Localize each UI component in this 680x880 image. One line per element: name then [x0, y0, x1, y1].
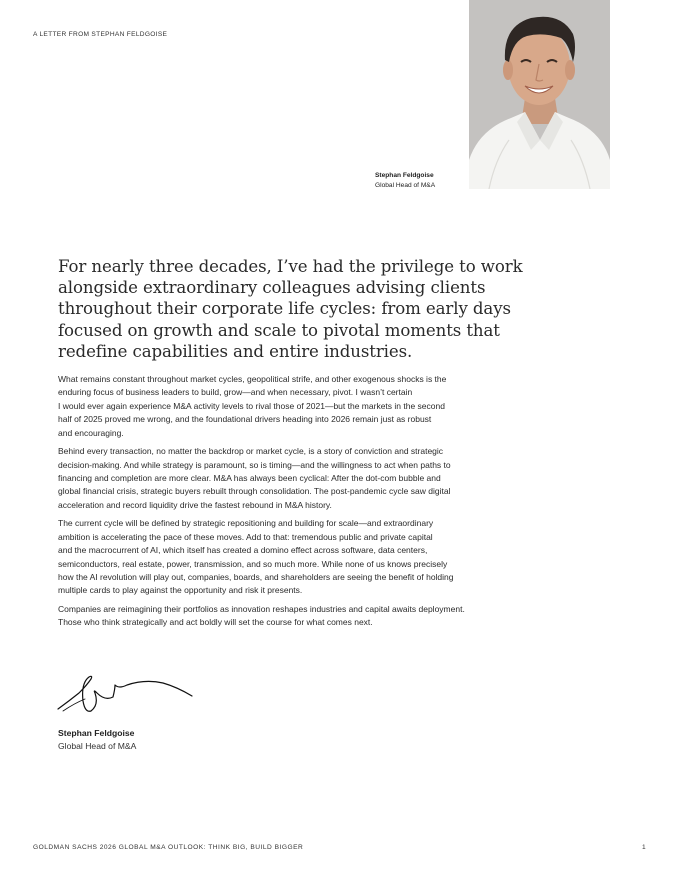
handwritten-signature: [55, 671, 200, 719]
body-paragraph: [58, 603, 538, 630]
body-line: and the macrocurrent of AI, which itself has created a domino effect across software, data centers,: [58, 545, 428, 556]
portrait-photo: [469, 0, 610, 189]
body-line: enduring focus of business leaders to build, grow—and when necessary, pivot. I wasn’t certain: [58, 387, 413, 398]
signoff-name: Stephan Feldgoise: [58, 728, 135, 738]
signoff-title: Global Head of M&A: [58, 741, 137, 751]
body-line: how the AI revolution will play out, companies, boards, and shareholders are seeing the benefit of holding: [58, 572, 454, 583]
body-line: acceleration and record liquidity drive the fastest rebound in M&A history.: [58, 499, 332, 510]
letter-body: [58, 373, 538, 635]
lead-line: alongside extraordinary colleagues advising clients: [58, 278, 486, 298]
body-line: What remains constant throughout market cycles, geopolitical strife, and other exogenous shocks is the: [58, 374, 447, 384]
body-line: Behind every transaction, no matter the backdrop or market cycle, is a story of conviction and strategic: [58, 446, 444, 457]
lead-line: redefine capabilities and entire industries.: [58, 341, 413, 361]
body-line: and encouraging.: [58, 427, 124, 438]
body-paragraph: [58, 445, 538, 512]
caption-title: Global Head of M&A: [375, 181, 436, 189]
body-line: half of 2025 proved me wrong, and the foundational drivers heading into 2026 remain just as robust: [58, 414, 432, 425]
lead-line: For nearly three decades, I’ve had the privilege to work: [58, 257, 523, 276]
body-line: decision-making. And while strategy is paramount, so is timing—and the willingness to act when paths to: [58, 459, 451, 470]
page-number: 1: [642, 844, 646, 851]
body-line: I would ever again experience M&A activity levels to rival those of 2021—but the markets in the second: [58, 400, 445, 411]
lead-line: focused on growth and scale to pivotal moments that: [58, 320, 500, 340]
body-line: Those who think strategically and act boldly will set the course for what comes next.: [58, 617, 373, 628]
lead-line: throughout their corporate life cycles: from early days: [58, 299, 511, 319]
body-line: global financial crisis, strategic buyers rebuilt through consolidation. The post-pandemic cycle saw digital: [58, 486, 451, 497]
body-paragraph: [58, 373, 538, 440]
footer-title: GOLDMAN SACHS 2026 GLOBAL M&A OUTLOOK: THINK BIG, BUILD BIGGER: [33, 844, 304, 851]
body-line: financing and completion are more clear. M&A has always been cyclical: After the dot-com bubble and: [58, 473, 441, 484]
photo-caption: [375, 171, 435, 190]
body-paragraph: [58, 517, 538, 597]
body-line: multiple cards to play against the opportunity and risk it presents.: [58, 585, 303, 596]
body-line: The current cycle will be defined by strategic repositioning and building for scale—and extraordinary: [58, 518, 434, 529]
lead-quote: [58, 256, 528, 362]
letter-kicker: A LETTER FROM STEPHAN FELDGOISE: [33, 31, 168, 38]
caption-name: Stephan Feldgoise: [375, 172, 434, 179]
body-line: Companies are reimagining their portfolios as innovation reshapes industries and capital awaits deployment.: [58, 604, 465, 615]
body-line: semiconductors, real estate, power, transmission, and so much more. While none of us knows precisely: [58, 558, 448, 569]
portrait-illustration: [469, 0, 610, 189]
body-line: ambition is accelerating the pace of these moves. Add to that: tremendous public and private capital: [58, 531, 433, 542]
